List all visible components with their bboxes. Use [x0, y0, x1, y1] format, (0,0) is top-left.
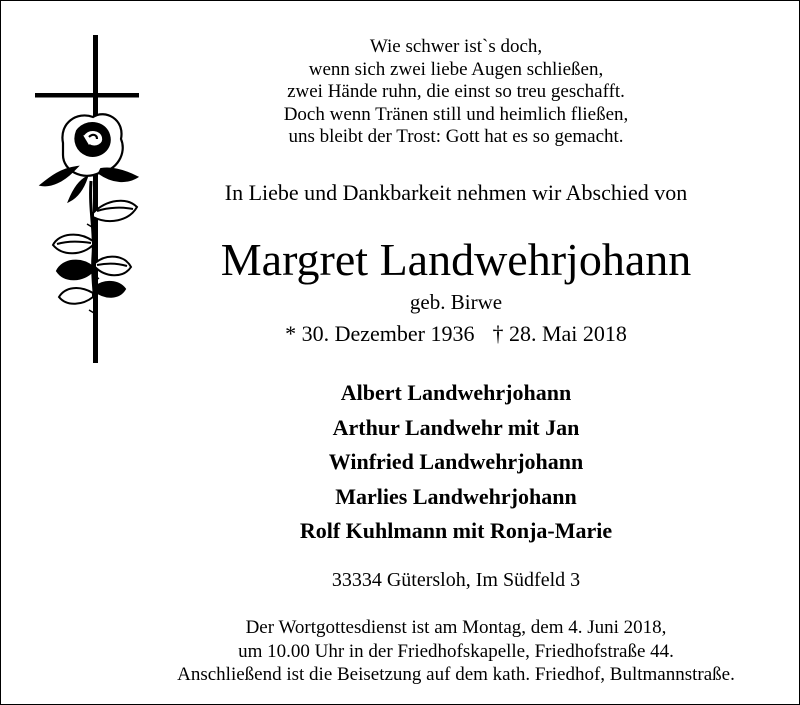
family-address: 33334 Gütersloh, Im Südfeld 3	[331, 569, 581, 591]
mourner-name: Marlies Landwehrjohann	[335, 483, 577, 509]
poem-line: Wie schwer ist`s doch,	[369, 36, 543, 57]
mourner-name: Rolf Kuhlmann mit Ronja-Marie	[299, 518, 613, 543]
mourner-name: Albert Landwehrjohann	[340, 380, 572, 405]
service-line: Der Wortgottesdienst ist am Montag, dem 4. Juni 2018,	[245, 617, 667, 638]
service-details	[121, 616, 791, 687]
life-dates	[141, 320, 771, 348]
death-date: † 28. Mai 2018	[492, 321, 627, 346]
poem-line: wenn sich zwei liebe Augen schließen,	[308, 58, 604, 80]
service-line: Anschließend ist die Beisetzung auf dem kath. Friedhof, Bultmannstraße.	[177, 664, 735, 685]
mourner-name: Arthur Landwehr mit Jan	[332, 414, 580, 440]
mourners-list	[141, 376, 771, 549]
mourner-name: Winfried Landwehrjohann	[328, 449, 584, 474]
cross-with-rose-icon	[33, 31, 143, 366]
poem-line: Doch wenn Tränen still und heimlich fließen,	[283, 103, 629, 125]
farewell-intro: In Liebe und Dankbarkeit nehmen wir Abschied von	[224, 180, 688, 205]
birth-name: geb. Birwe	[409, 290, 503, 314]
birth-date: * 30. Dezember 1936	[285, 321, 475, 346]
poem	[141, 36, 771, 149]
poem-line: zwei Hände ruhn, die einst so treu geschafft.	[287, 81, 625, 102]
poem-line: uns bleibt der Trost: Gott hat es so gemacht.	[288, 126, 624, 147]
service-line: um 10.00 Uhr in der Friedhofskapelle, Friedhofstraße 44.	[238, 640, 674, 662]
deceased-name: Margret Landwehrjohann	[220, 234, 692, 285]
